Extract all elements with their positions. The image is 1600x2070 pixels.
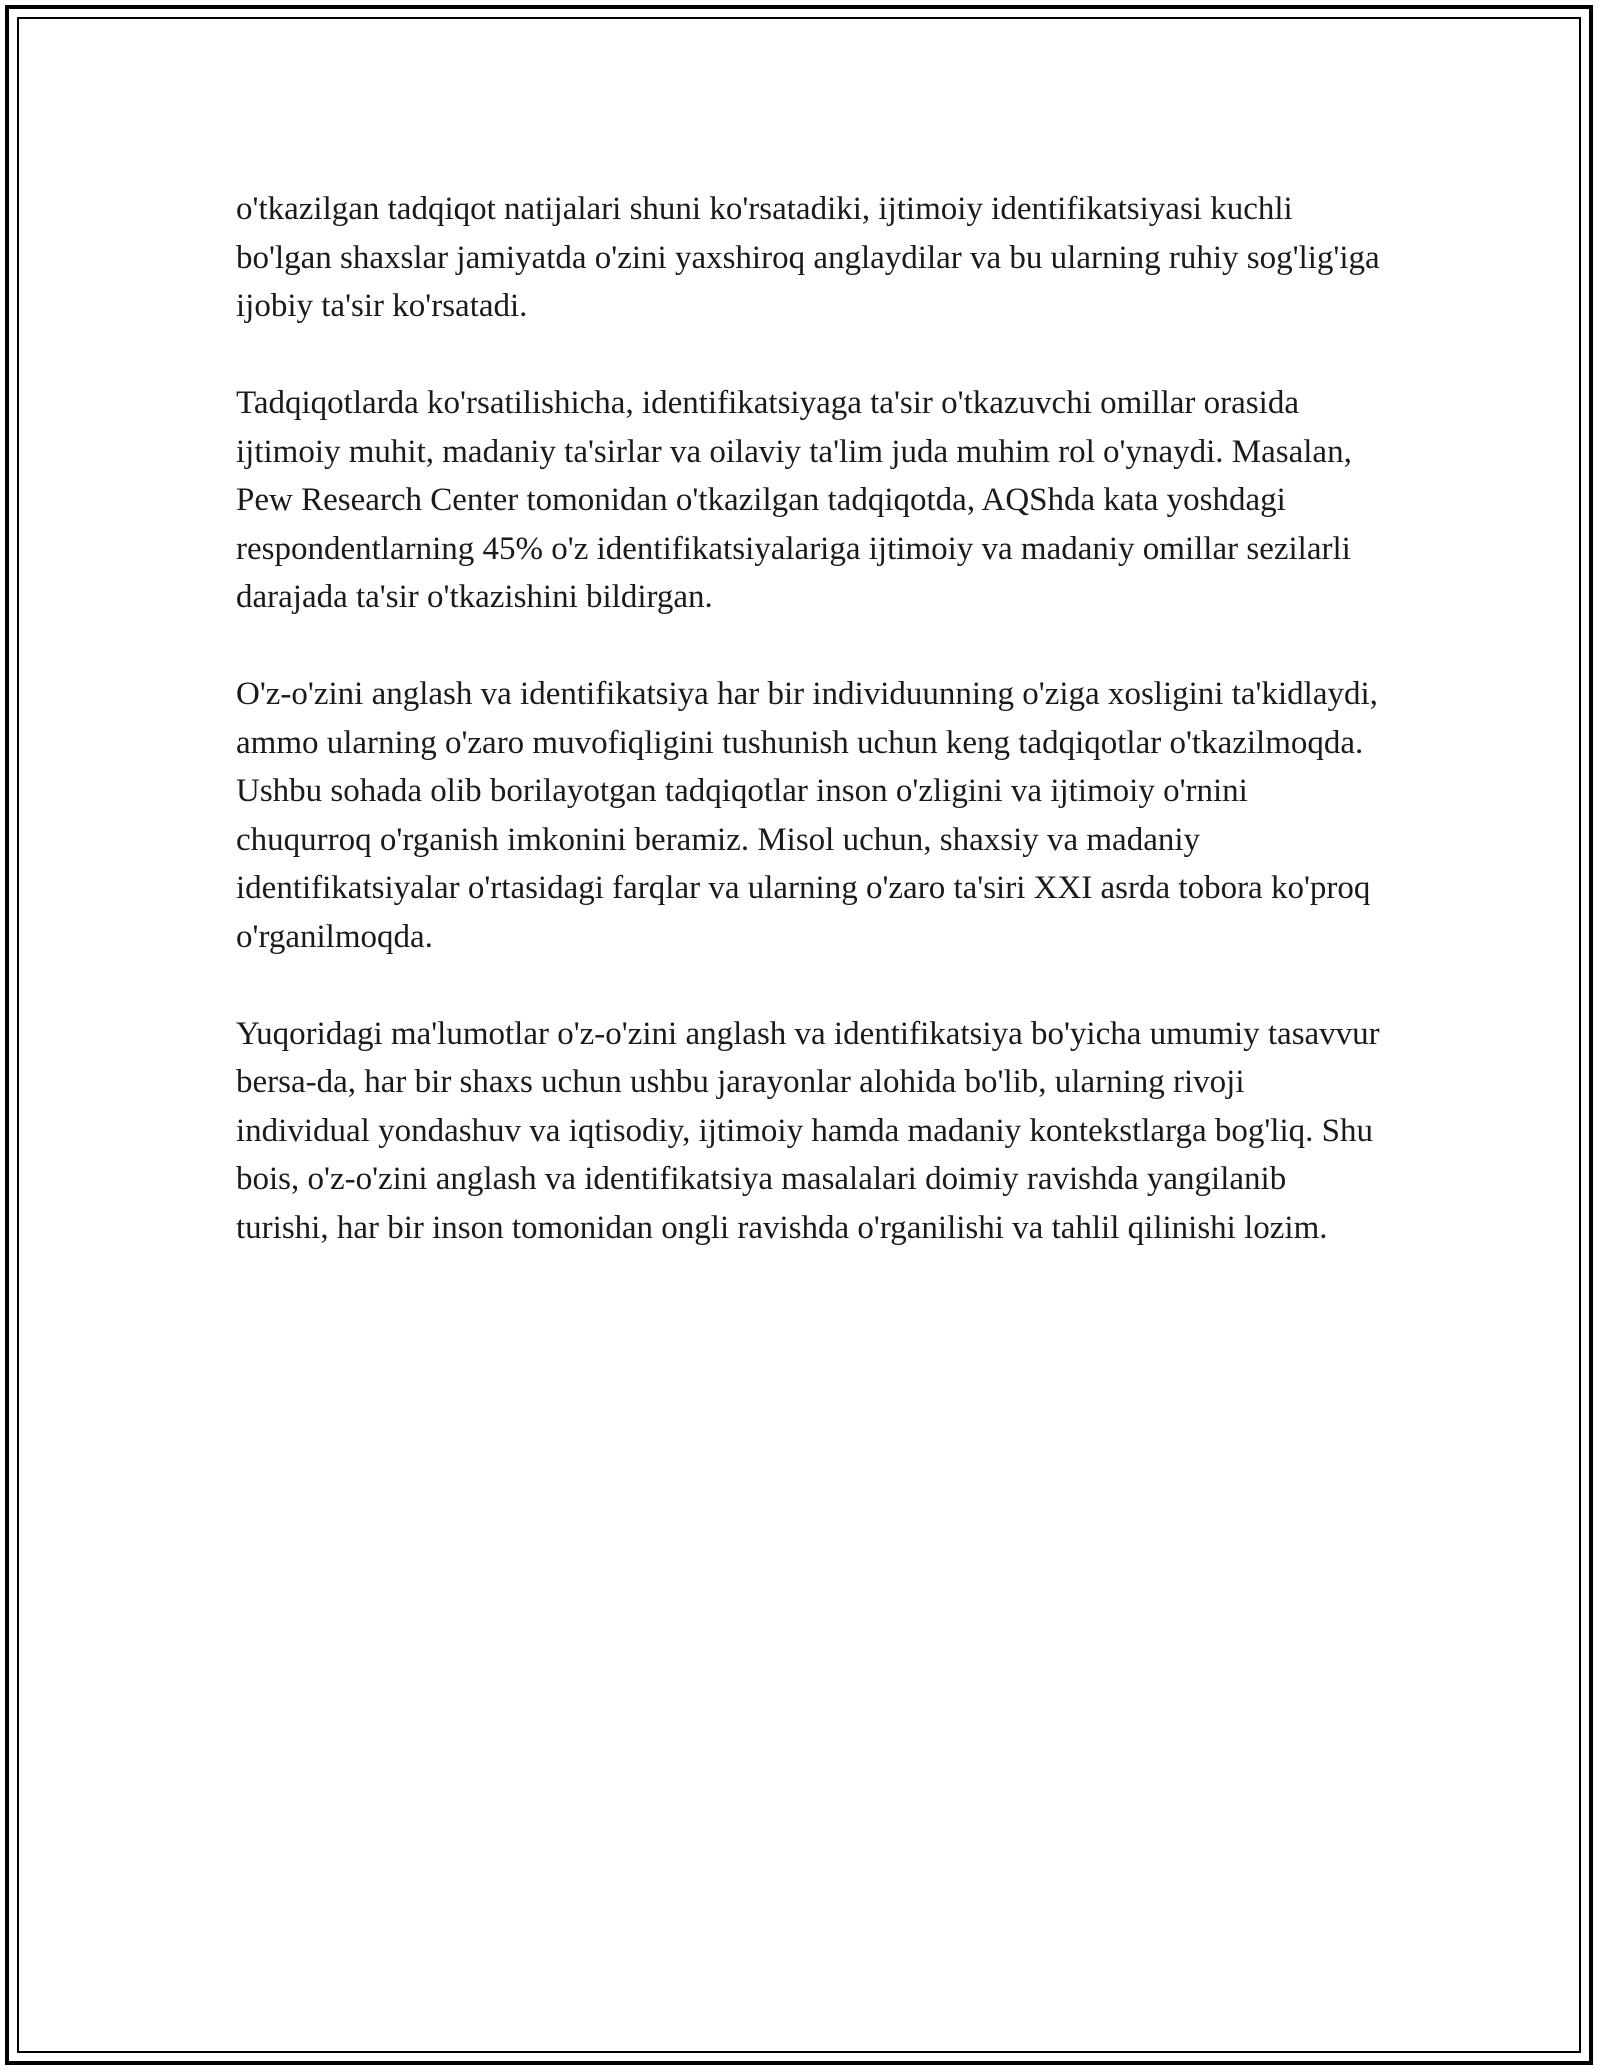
paragraph-3: O'z-o'zini anglash va identifikatsiya har bir individuunning o'ziga xosligini ta'kidlaydi, ammo ularning o'zaro muvofiqligini tushunish uchun keng tadqiqotlar o'tkazilmoqda. Ushbu sohada olib borilayotgan tadqiqotlar inson o'zligini va ijtimoiy o'rnini chuqurroq o'rganish imkonini beramiz. Misol uchun, shaxsiy va madaniy identifikatsiyalar o'rtasidagi farqlar va ularning o'zaro ta'siri XXI asrda tobora ko'proq o'rganilmoqda.: [236, 676, 1378, 955]
paragraph-1: o'tkazilgan tadqiqot natijalari shuni ko'rsatadiki, ijtimoiy identifikatsiyasi kuchli bo'lgan shaxslar jamiyatda o'zini yaxshiroq anglaydilar va bu ularning ruhiy sog'lig'iga ijobiy ta'sir ko'rsatadi.: [236, 191, 1380, 324]
document-body: [236, 185, 1386, 1301]
paragraph-4: Yuqoridagi ma'lumotlar o'z-o'zini anglash va identifikatsiya bo'yicha umumiy tasavvur bersa-da, har bir shaxs uchun ushbu jarayonlar alohida bo'lib, ularning rivoji individual yondashuv va iqtisodiy, ijtimoiy hamda madaniy kontekstlarga bog'liq. Shu bois, o'z-o'zini anglash va identifikatsiya masalalari doimiy ravishda yangilanib turishi, har bir inson tomonidan ongli ravishda o'rganilishi va tahlil qilinishi lozim.: [236, 1015, 1380, 1246]
paragraph-2: Tadqiqotlarda ko'rsatilishicha, identifikatsiyaga ta'sir o'tkazuvchi omillar orasida ijtimoiy muhit, madaniy ta'sirlar va oilaviy ta'lim juda muhim rol o'ynaydi. Masalan, Pew Research Center tomonidan o'tkazilgan tadqiqotda, AQShda kata yoshdagi respondentlarning 45% o'z identifikatsiyalariga ijtimoiy va madaniy omillar sezilarli darajada ta'sir o'tkazishini bildirgan.: [236, 385, 1352, 615]
